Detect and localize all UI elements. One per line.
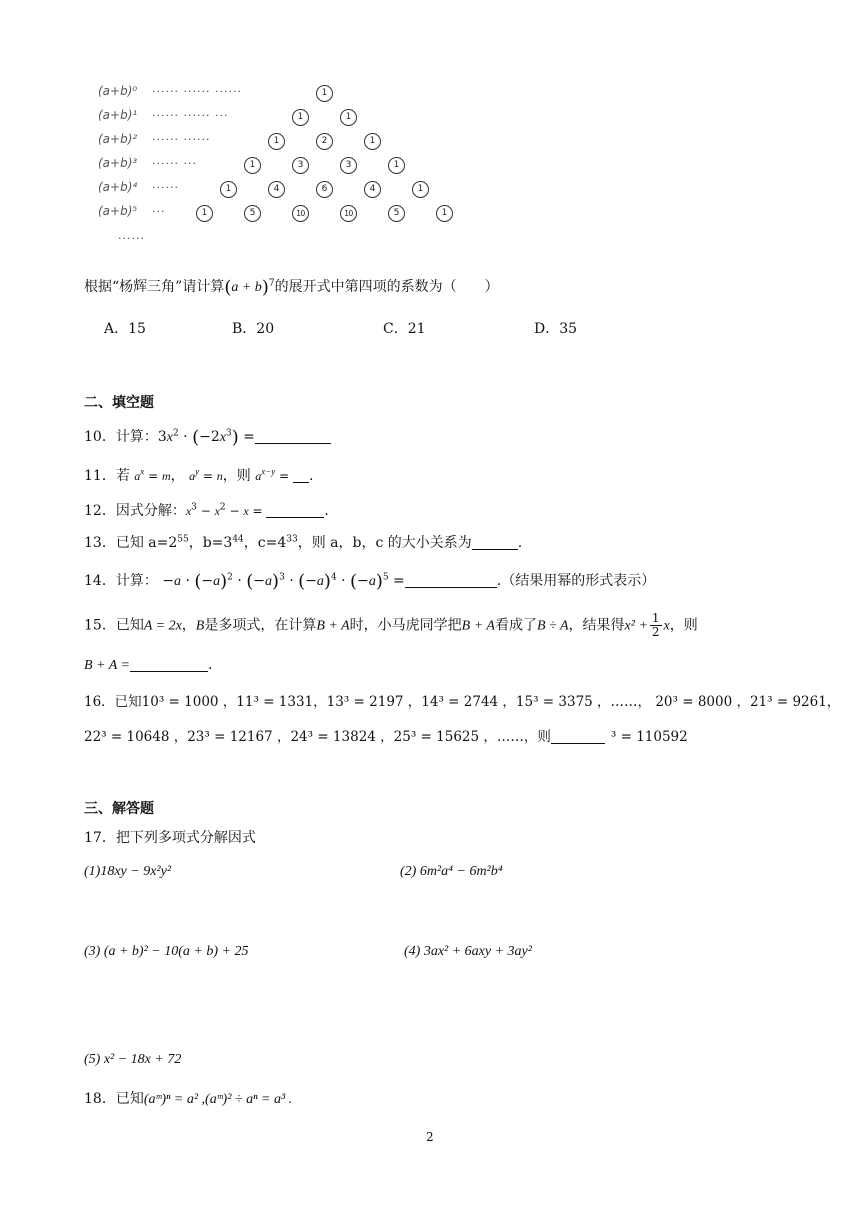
triangle-coefficient-circle: 4 <box>268 181 285 198</box>
q11: 11．若 $a^x = m$， $a^y = n$，则 $a^{x-y}$ = . <box>84 466 314 484</box>
q12-answer-blank[interactable] <box>266 503 324 518</box>
q17-part3: (3) (a + b)² − 10(a + b) + 25 <box>84 944 249 959</box>
triangle-row-label: (a+b)⁴ <box>98 180 138 194</box>
triangle-row-dots: ······ <box>152 181 179 194</box>
q17-part5: (5) x² − 18x + 72 <box>84 1052 182 1067</box>
q16-line2: 22³ = 10648 ，23³ = 12167 ，24³ = 13824 ，25³ = 15625 ，……，则 ³ = 110592 <box>84 729 688 745</box>
q10: 10．计算：$3x^2 \cdot (-2x^3)$ = <box>84 426 331 448</box>
q9-option-a[interactable]: A．15 <box>104 321 146 337</box>
q9-option-b[interactable]: B．20 <box>232 321 275 337</box>
triangle-row-dots: ······ ······ ··· <box>152 109 229 122</box>
triangle-coefficient-circle: 4 <box>364 181 381 198</box>
triangle-coefficient-circle: 1 <box>412 181 429 198</box>
q16-line1: 16．已知10³ = 1000 ，11³ = 1331，13³ = 2197 ，14³ = 2744 ，15³ = 3375 ，……， 20³ = 8000 ，21³ = 9261， <box>84 694 841 710</box>
triangle-coefficient-circle: 6 <box>316 181 333 198</box>
triangle-coefficient-circle: 1 <box>292 109 309 126</box>
q15-line2: B + A = . <box>84 657 213 673</box>
q9-option-c[interactable]: C．21 <box>383 321 426 337</box>
triangle-row-dots: ······ ··· <box>152 157 197 170</box>
triangle-coefficient-circle: 1 <box>364 133 381 150</box>
page-number: 2 <box>426 1130 434 1144</box>
q15-line1: 15．已知A = 2x，B是多项式，在计算B + A时，小马虎同学把B + A看成了B ÷ A，结果得x² + $\frac{1}{2}$ x，则 <box>84 611 698 639</box>
triangle-coefficient-circle: 2 <box>316 133 333 150</box>
triangle-row-label: (a+b)¹ <box>98 108 138 122</box>
triangle-row-dots: ······ ······ <box>152 133 211 146</box>
q9-stem: 根据“杨辉三角”请计算$(a + b)^7$的展开式中第四项的系数为（ ） <box>84 277 499 298</box>
q18: 18．已知(aᵐ)ⁿ = a² ,(aᵐ)² ÷ aⁿ = a³ . <box>84 1091 293 1107</box>
section3-title: 三、解答题 <box>84 801 154 817</box>
triangle-row-dots: ··· <box>152 205 166 218</box>
section2-title: 二、填空题 <box>84 395 154 411</box>
triangle-coefficient-circle: 1 <box>268 133 285 150</box>
q9-stem-post: 的展开式中第四项的系数为（ ） <box>274 279 499 295</box>
triangle-coefficient-circle: 5 <box>388 205 405 222</box>
q11-answer-blank[interactable] <box>293 468 309 483</box>
triangle-coefficient-circle: 10 <box>292 205 309 222</box>
triangle-coefficient-circle: 1 <box>244 157 261 174</box>
triangle-coefficient-circle: 1 <box>340 109 357 126</box>
q12: 12．因式分解：$x^3 - x^2 - x$ = . <box>84 502 329 519</box>
triangle-row-label: (a+b)⁰ <box>98 84 138 98</box>
triangle-coefficient-circle: 1 <box>220 181 237 198</box>
q16-answer-blank[interactable] <box>551 729 605 744</box>
q17-part4: (4) 3ax² + 6axy + 3ay² <box>404 944 532 959</box>
q17-title: 17．把下列多项式分解因式 <box>84 830 256 846</box>
q15-answer-blank[interactable] <box>130 657 208 672</box>
q17-part1: (1)18xy − 9x²y² <box>84 864 172 879</box>
fraction-one-half: $\frac{1}{2}$ <box>651 611 660 639</box>
q10-answer-blank[interactable] <box>255 429 331 444</box>
yanghui-triangle-figure <box>0 0 860 260</box>
q13-answer-blank[interactable] <box>472 535 518 550</box>
triangle-coefficient-circle: 1 <box>196 205 213 222</box>
triangle-row-label: (a+b)⁵ <box>98 204 138 218</box>
triangle-coefficient-circle: 1 <box>316 85 333 102</box>
triangle-row-dots: ······ ······ ······ <box>152 85 242 98</box>
triangle-continuation-dots: ······ <box>118 232 145 245</box>
q9-expr-exp: 7 <box>268 278 275 289</box>
triangle-row-label: (a+b)³ <box>98 156 138 170</box>
triangle-coefficient-circle: 3 <box>292 157 309 174</box>
triangle-coefficient-circle: 1 <box>436 205 453 222</box>
triangle-coefficient-circle: 10 <box>340 205 357 222</box>
triangle-row-label: (a+b)² <box>98 132 138 146</box>
triangle-coefficient-circle: 5 <box>244 205 261 222</box>
q9-expr-base: a + b <box>231 280 262 295</box>
triangle-coefficient-circle: 1 <box>388 157 405 174</box>
q14-answer-blank[interactable] <box>405 573 497 588</box>
q9-stem-pre: 根据“杨辉三角”请计算 <box>84 279 225 295</box>
triangle-coefficient-circle: 3 <box>340 157 357 174</box>
q17-part2: (2) 6m²a⁴ − 6m²b⁴ <box>400 864 503 879</box>
q14: 14．计算： $-a \cdot (-a)^2 \cdot (-a)^3 \cdot (-a)^4 \cdot (-a)^5$ = .（结果用幂的形式表示） <box>84 571 656 592</box>
q13: 13．已知 $a=2^{55}$，$b=3^{44}$，$c=4^{33}$，则 a，b，c 的大小关系为 . <box>84 534 523 551</box>
q9-option-d[interactable]: D．35 <box>534 321 578 337</box>
